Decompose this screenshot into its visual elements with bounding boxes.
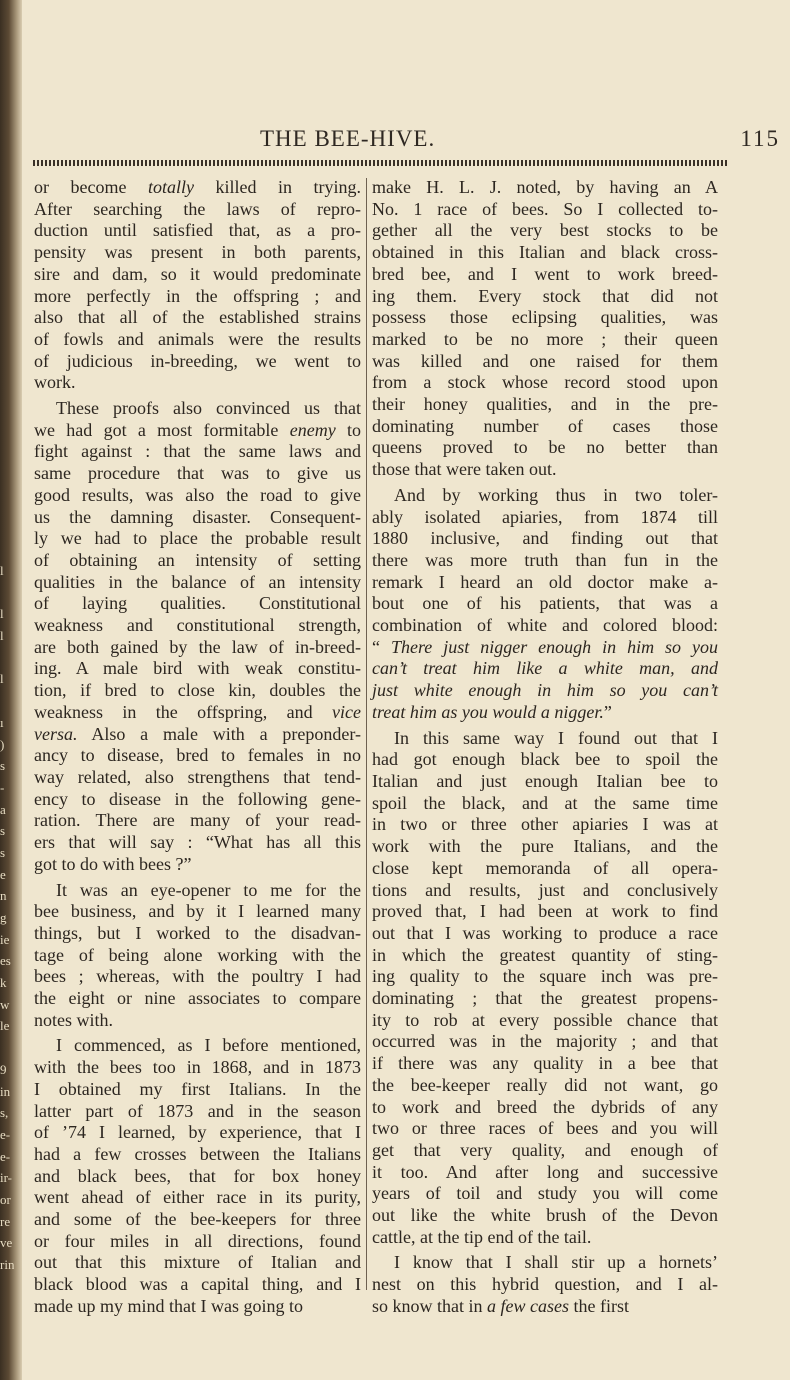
text-line: same procedure that was to give us: [34, 463, 361, 484]
paragraph: [34, 880, 361, 1032]
text-line: us the damning disaster. Consequent-: [34, 506, 361, 527]
text-line: occurred was in the majority ; and that: [372, 1031, 718, 1052]
text-line: ly we had to place the probable result: [34, 528, 361, 549]
text-line: latter part of 1873 and in the season: [34, 1100, 361, 1121]
margin-fragment: l: [0, 606, 4, 622]
text-line: remark I heard an old doctor make a-: [372, 571, 718, 592]
text-line: work with the pure Italians, and the: [372, 836, 718, 857]
text-line: tion, if bred to close kin, doubles the: [34, 680, 361, 701]
text-line: I commenced, as I before mentioned,: [56, 1035, 361, 1056]
margin-fragment: -: [0, 779, 5, 795]
margin-fragment: es: [0, 953, 11, 969]
margin-fragment: s: [0, 758, 6, 774]
margin-fragment: n: [0, 888, 7, 904]
text-line: their honey qualities, and in the pre-: [372, 394, 718, 415]
text-line: of fowls and animals were the results: [34, 328, 361, 349]
margin-fragment: ve: [0, 1235, 13, 1251]
margin-fragment: l: [0, 563, 4, 578]
paragraph: [34, 1035, 361, 1317]
text-line: bout one of his patients, that was a: [372, 593, 718, 614]
margin-fragment: [0, 1037, 14, 1059]
margin-fragment: rin: [0, 1257, 14, 1272]
text-line: “ There just nigger enough in him so you: [372, 636, 718, 657]
text-line: way related, also strengthens that tend-: [34, 766, 361, 787]
text-line: bees ; whereas, with the poultry I had: [34, 966, 361, 987]
text-line: possess those eclipsing qualities, was: [372, 307, 718, 328]
text-line: ency to disease in the following gene-: [34, 788, 361, 809]
margin-fragment: ı: [0, 714, 4, 730]
text-line: I obtained my first Italians. In the: [34, 1078, 361, 1099]
text-line: so know that in a few cases the first: [372, 1295, 629, 1316]
page-number: 115: [740, 126, 780, 151]
text-line: went ahead of either race in its purity,: [34, 1187, 361, 1208]
text-line: out that this mixture of Italian and: [34, 1252, 361, 1273]
text-line: obtained in this Italian and black cross-: [372, 242, 718, 263]
margin-fragment: or: [0, 1191, 11, 1207]
text-line: two or three races of bees and you will: [372, 1118, 718, 1139]
text-line: if there was any quality in a bee that: [372, 1053, 718, 1074]
text-line: out that I was working to produce a race: [372, 922, 718, 943]
text-line: things, but I worked to the disadvan-: [34, 922, 361, 943]
margin-fragment: e-: [0, 1148, 11, 1164]
text-line: ration. There are many of your read-: [34, 810, 361, 831]
text-line: pensity was present in both parents,: [34, 242, 361, 263]
text-line: work.: [34, 372, 76, 393]
margin-fragment: s: [0, 823, 6, 839]
header-rule: [33, 160, 728, 166]
text-line: Italian and just enough Italian bee to: [372, 770, 718, 791]
text-line: These proofs also convinced us that: [56, 398, 361, 419]
text-line: of laying qualities. Constitutional: [34, 593, 361, 614]
text-line: those that were taken out.: [372, 459, 557, 480]
text-line: in two or three other apiaries I was at: [372, 814, 718, 835]
text-line: tions and results, just and conclusively: [372, 879, 718, 900]
text-line: made up my mind that I was going to: [34, 1295, 303, 1316]
text-line: can’t treat him like a white man, and: [372, 658, 718, 679]
text-line: or four miles in all directions, found: [34, 1230, 361, 1251]
paragraph: [372, 1252, 718, 1317]
text-line: more perfectly in the offspring ; and: [34, 285, 361, 306]
text-line: dominating ; that the greatest propens-: [372, 988, 718, 1009]
text-line: had a few crosses between the Italians: [34, 1143, 361, 1164]
text-line: proved that, I had been at work to find: [372, 901, 718, 922]
margin-fragment: k: [0, 975, 7, 991]
text-line: notes with.: [34, 1009, 113, 1030]
paragraph: [372, 485, 718, 724]
text-line: got to do with bees ?”: [34, 853, 192, 874]
text-line: close kept memoranda of all opera-: [372, 857, 718, 878]
text-line: gether all the very best stocks to be: [372, 220, 718, 241]
text-line: we had got a most formitable enemy to: [34, 419, 361, 440]
margin-fragment: s: [0, 844, 6, 860]
margin-fragment: ir-: [0, 1170, 13, 1186]
text-line: No. 1 race of bees. So I collected to-: [372, 198, 718, 219]
margin-fragment: ): [0, 736, 5, 752]
text-line: combination of white and colored blood:: [372, 615, 718, 636]
text-line: just white enough in him so you can’t: [372, 680, 718, 701]
text-line: In this same way I found out that I: [394, 727, 718, 748]
margin-fragment: [0, 647, 14, 669]
margin-fragment: g: [0, 910, 7, 925]
text-line: queens proved to be no better than: [372, 437, 718, 458]
margin-fragment: e-: [0, 1126, 11, 1142]
text-line: black blood was a capital thing, and I: [34, 1274, 361, 1295]
margin-fragment: [0, 582, 14, 604]
text-line: ing quality to the square inch was pre-: [372, 966, 718, 987]
running-header: [30, 126, 780, 156]
paragraph: [372, 728, 718, 1249]
text-line: make H. L. J. noted, by having an A: [372, 177, 718, 197]
paragraph: [372, 177, 718, 481]
margin-fragment: le: [0, 1018, 10, 1034]
text-line: bee business, and by it I learned many: [34, 901, 361, 922]
text-line: fight against : that the same laws and: [34, 441, 361, 462]
text-line: the bee-keeper really did not want, go: [372, 1074, 718, 1095]
margin-fragment: l: [0, 628, 4, 644]
text-line: versa. Also a male with a preponder-: [34, 723, 361, 744]
text-line: duction until satisfied that, as a pro-: [34, 220, 361, 241]
text-line: or become totally killed in trying.: [34, 177, 361, 197]
text-line: ing. A male bird with weak constitu-: [34, 658, 361, 679]
text-line: weakness in the offspring, and vice: [34, 701, 361, 722]
paragraph: [34, 398, 361, 875]
text-line: and some of the bee-keepers for three: [34, 1209, 361, 1230]
text-line: After searching the laws of repro-: [34, 198, 361, 219]
text-line: with the bees too in 1868, and in 1873: [34, 1057, 361, 1078]
left-column: [34, 177, 361, 1318]
right-column: [372, 177, 718, 1318]
text-line: marked to be no more ; their queen: [372, 328, 718, 349]
text-line: in which the greatest quantity of sting-: [372, 944, 718, 965]
text-line: of judicious in-breeding, we went to: [34, 350, 361, 371]
text-line: bred bee, and I went to work breed-: [372, 263, 718, 284]
previous-page-margin: [0, 560, 14, 1276]
text-line: it too. And after long and successive: [372, 1161, 718, 1182]
text-line: It was an eye-opener to me for the: [56, 879, 361, 900]
text-line: treat him as you would a nigger.”: [372, 701, 612, 722]
column-divider: [366, 178, 367, 1290]
text-line: good results, was also the road to give: [34, 484, 361, 505]
text-line: out like the white brush of the Devon: [372, 1205, 718, 1226]
text-line: from a stock whose record stood upon: [372, 372, 718, 393]
margin-fragment: s,: [0, 1105, 9, 1121]
text-line: get that very quality, and enough of: [372, 1139, 718, 1160]
text-line: And by working thus in two toler-: [394, 484, 718, 505]
text-line: I know that I shall stir up a hornets’: [394, 1252, 718, 1273]
text-line: ancy to disease, bred to females in no: [34, 745, 361, 766]
text-line: dominating number of cases those: [372, 415, 718, 436]
margin-fragment: e: [0, 866, 6, 882]
text-line: nest on this hybrid question, and I al-: [372, 1274, 718, 1295]
text-line: to work and breed the dybrids of any: [372, 1096, 718, 1117]
margin-fragment: ie: [0, 931, 10, 947]
text-line: of ’74 I learned, by experience, that I: [34, 1122, 361, 1143]
text-line: was killed and one raised for them: [372, 350, 718, 371]
text-line: and black bees, that for box honey: [34, 1165, 361, 1186]
text-line: spoil the black, and at the same time: [372, 792, 718, 813]
text-line: had got enough black bee to spoil the: [372, 749, 718, 770]
margin-fragment: re: [0, 1213, 11, 1229]
text-line: weakness and constitutional strength,: [34, 615, 361, 636]
margin-fragment: in: [0, 1083, 11, 1099]
text-line: 1880 inclusive, and finding out that: [372, 528, 718, 549]
text-line: ing them. Every stock that did not: [372, 285, 718, 306]
text-line: there was more truth than fun in the: [372, 549, 718, 570]
text-line: cattle, at the tip end of the tail.: [372, 1226, 592, 1247]
text-line: are both gained by the law of in-breed-: [34, 636, 361, 657]
text-line: also that all of the established strains: [34, 307, 361, 328]
margin-fragment: l: [0, 671, 4, 687]
text-line: ers that will say : “What has all this: [34, 832, 361, 853]
text-line: sire and dam, so it would predominate: [34, 263, 361, 284]
text-line: years of toil and study you will come: [372, 1183, 718, 1204]
margin-fragment: a: [0, 801, 6, 817]
text-line: tage of being alone working with the: [34, 944, 361, 965]
margin-fragment: 9: [0, 1061, 7, 1077]
margin-fragment: [0, 690, 14, 712]
text-line: ity to rob at every possible chance that: [372, 1009, 718, 1030]
text-line: of obtaining an intensity of setting: [34, 549, 361, 570]
text-line: ably isolated apiaries, from 1874 till: [372, 506, 718, 527]
journal-title: THE BEE-HIVE.: [260, 126, 436, 151]
margin-fragment: w: [0, 996, 10, 1012]
paragraph: [34, 177, 361, 394]
text-line: the eight or nine associates to compare: [34, 988, 361, 1009]
text-line: qualities in the balance of an intensity: [34, 571, 361, 592]
